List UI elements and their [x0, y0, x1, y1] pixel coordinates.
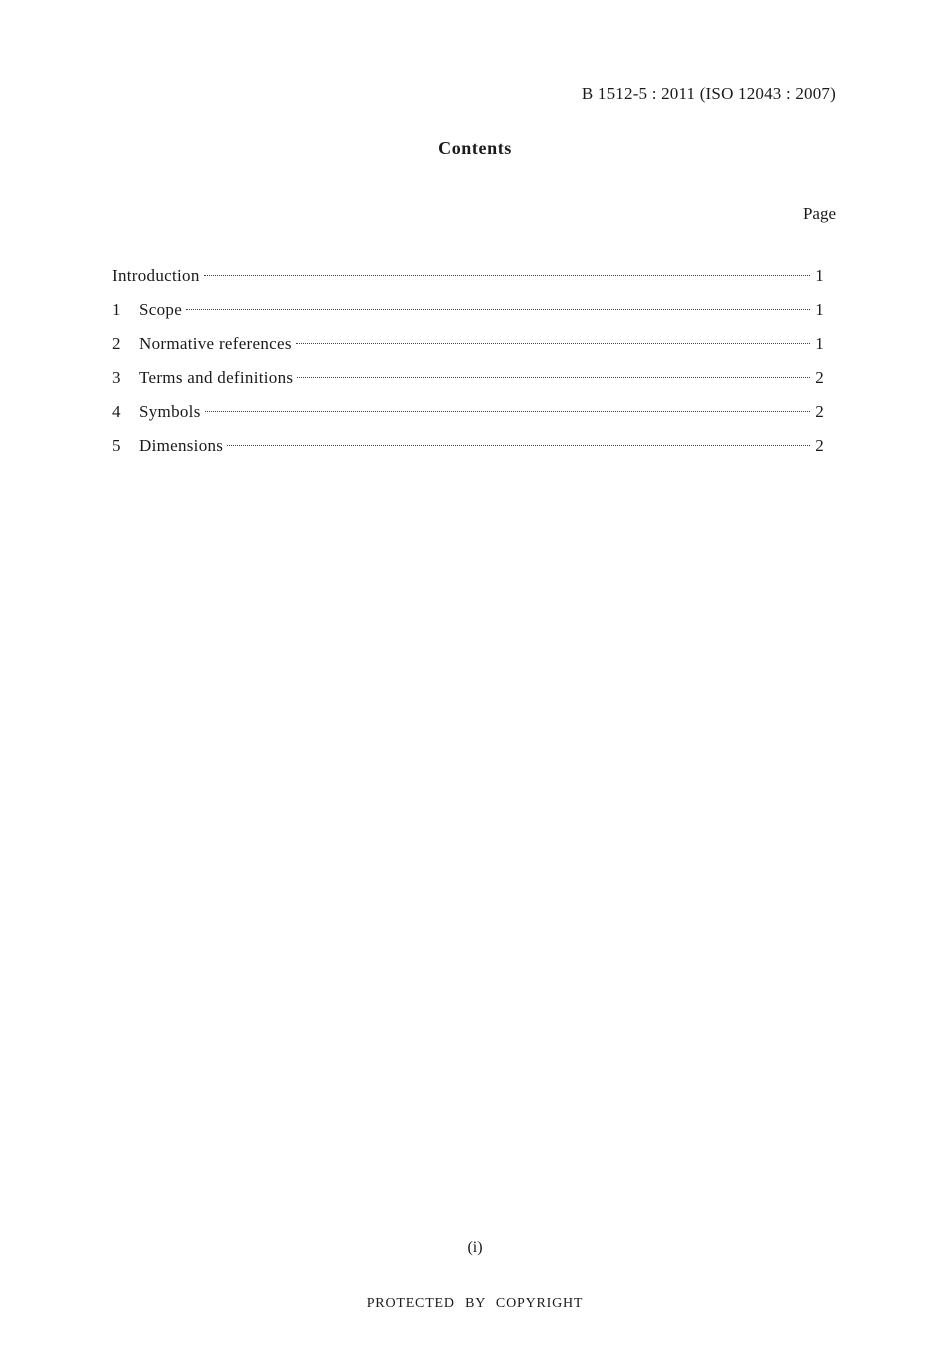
- toc-dot-leader: [227, 445, 810, 446]
- toc-entry-scope[interactable]: [112, 300, 824, 334]
- toc-entry-introduction[interactable]: [112, 266, 824, 300]
- toc-entry-number: 4: [112, 402, 121, 421]
- toc-entry-number: 3: [112, 368, 121, 387]
- toc-entry-title: Normative references: [139, 334, 292, 353]
- toc-entry-number: 2: [112, 334, 121, 353]
- document-reference: B 1512-5 : 2011 (ISO 12043 : 2007): [581, 84, 836, 103]
- toc-entry-title: Terms and definitions: [139, 368, 294, 387]
- toc-entry-title: Symbols: [139, 402, 201, 421]
- copyright-footer: PROTECTED BY COPYRIGHT: [366, 1296, 584, 1311]
- toc-entry-dimensions[interactable]: [112, 436, 824, 470]
- toc-entry-page: 1: [815, 300, 824, 319]
- toc-entry-title: Scope: [139, 300, 183, 319]
- page-folio: (i): [467, 1239, 483, 1256]
- toc-dot-leader: [205, 411, 810, 412]
- table-of-contents: [112, 266, 824, 470]
- toc-entry-title: Introduction: [112, 266, 200, 285]
- toc-entry-page: 2: [815, 368, 824, 387]
- toc-entry-number: 1: [112, 300, 121, 319]
- toc-entry-page: 1: [815, 266, 824, 285]
- toc-entry-terms-and-definitions[interactable]: [112, 368, 824, 402]
- page-column-label: Page: [802, 204, 836, 223]
- toc-entry-page: 2: [815, 436, 824, 455]
- toc-entry-page: 1: [815, 334, 824, 353]
- toc-dot-leader: [186, 309, 810, 310]
- toc-entry-number: 5: [112, 436, 121, 455]
- toc-entry-page: 2: [815, 402, 824, 421]
- toc-entry-normative-references[interactable]: [112, 334, 824, 368]
- toc-entry-symbols[interactable]: [112, 402, 824, 436]
- toc-dot-leader: [296, 343, 810, 344]
- toc-dot-leader: [297, 377, 810, 378]
- toc-entry-title: Dimensions: [139, 436, 224, 455]
- toc-dot-leader: [204, 275, 810, 276]
- page-title: Contents: [438, 138, 512, 158]
